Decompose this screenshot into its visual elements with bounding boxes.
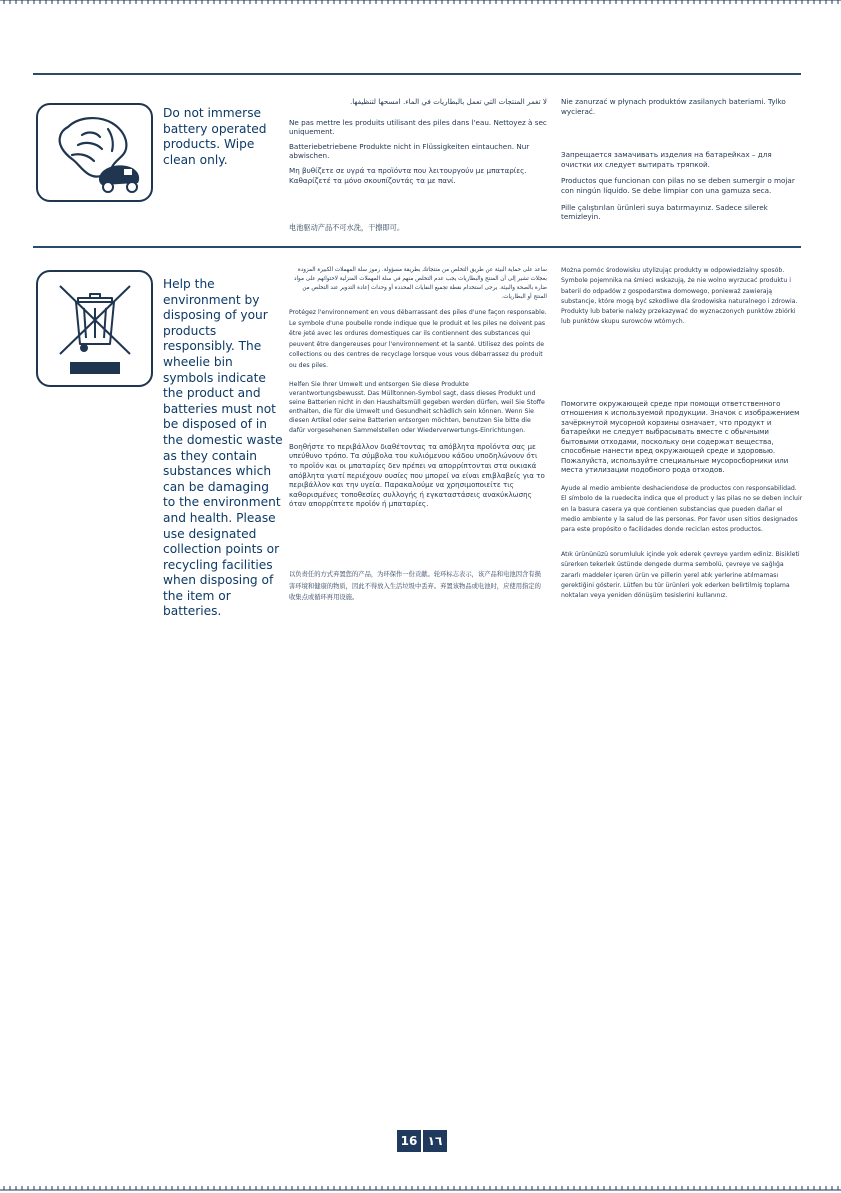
section1-turkish-text: Pille çalıştırılan ürünleri suya batırmayınız. Sadece silerek temizleyin. [561,202,768,222]
section1-heading: Do not immerse battery operated products. Wipe clean only. [163,106,267,167]
section2-column-right [561,266,803,602]
page-number-badge [397,1130,447,1152]
top-crop-marks [0,0,841,12]
section1-polish-text: Nie zanurzać w płynach produktów zasilanych bateriami. Tylko wycierać. [561,97,786,116]
section2-polish-text: Można pomóc środowisku utylizując produkty w odpowiedzialny sposób. Symbole pojemnika na śmieci wskazują, że nie wolno wyrzucać produktu i baterii do odpadów z gospodarstwa domowego, ponieważ zawierają substancje, które mogą być szkodliwe dla środowiska naturalnego i zdrowia. Produkty lub baterie należy przekazywać do wyznaczonych punktów zbiórki lub punktów skupu surowców wtórnych. [561,267,798,326]
section2-french-text: Protégez l'environnement en vous débarrassant des piles d'une façon responsable. Le symbole d'une poubelle ronde indique que le produit et les piles ne doivent pas être jeté avec les ordures domestiques car ils contiennent des substances qui peuvent être dangereuses pour l'environnement et la santé. Utilisez des points de collections ou des centres de recyclage lorsque vous vous débarrassez du produit ou des piles. [289,309,547,369]
section2-greek-text: Βοηθήστε το περιβάλλον διαθέτοντας τα απόβλητα προϊόντα σας με υπεύθυνο τρόπο. Τα σύμβολα του κυλιόμενου κάδου υποδηλώνουν ότι το προϊόν και οι μπαταρίες δεν πρέπει να απορρίπτονται στα οικιακά απόβλητα γιατί περιέχουν ουσίες που μπορεί να είναι επιβλαβείς για το περιβάλλον και την υγεία. Παρακαλούμε να χρησιμοποιείτε τις καθορισμένες τοποθεσίες συλλογής ή εγκαταστάσεις ανακύκλωσης όταν απορρίπτετε προϊόν ή μπαταρίες. [289,441,545,509]
section1-spanish-text: Productos que funcionan con pilas no se deben sumergir o mojar con ningún líquido. Se debe limpiar con una gamuza seca. [561,176,795,195]
section1-column-middle [289,97,547,233]
top-divider [33,73,801,75]
section2-arabic-text: ساعد على حماية البيئة عن طريق التخلص من منتجاتك بطريقة مسؤولة. رموز سلة المهملات الكبيرة المزودة بعجلات تشير إلى أن المنتج والبطاريات يجب عدم التخلص منهم في سلة المهملات المنزلية لاحتوائهم على مواد ضارة بالصحة والبيئة. يرجى استخدام نقطة تجميع النفايات المحددة أو وحدات إعادة التدوير عند التخلص من المنتج أو البطاريات. [294,267,547,300]
wiping-hand-icon [38,105,151,200]
section2-russian-text: Помогите окружающей среде при помощи ответственного отношения к используемой продукции. Значок с изображением зачёркнутой мусорной корзины означает, что продукт и батарейки не следует выбрасывать вместе с обычными бытовыми отходами, поскольку они содержат вещества, способные нанести вред окружающей среде и здоровью. Пожалуйста, используйте специальные мусоросборники или места утилизации подобного рода отходов. [561,399,800,475]
bottom-crop-marks [0,1181,841,1193]
crossed-wheelie-bin-icon [38,272,151,385]
section2-german-text: Helfen Sie Ihrer Umwelt und entsorgen Sie diese Produkte verantwortungsbewusst. Das Mülltonnen-Symbol sagt, dass dieses Produkt und seine Batterien nicht in den Haushaltsmüll gegeben werden dürfen, weil Sie Stoffe enthalten, die für die Umwelt und Gesundheit schädlich sein können. Wenn Sie diesen Artikel oder seine Batterien entsorgen möchten, benutzen Sie bitte die dafür vorgesehenen Sammelstellen oder Wiederverwertungs-Einrichtungen. [289,380,545,434]
page-number-arabic: ١٦ [423,1130,447,1152]
section1-greek-text: Μη βυθίζετε σε υγρά τα προϊόντα που λειτουργούν με μπαταρίες. Καθαρίζετέ τα μόνο σκουπίζοντάς τα με πανί. [289,165,527,185]
section2-turkish-text: Atık ürününüzü sorumluluk içinde yok ederek çevreye yardım ediniz. Bisikleti sürerken tekerlek üstünde dengede durma sembolü, çevreye ve sağlığa zararlı maddeler içeren ürün ve pillerin yerel atık yerlerine atılmaması gerektiğini gösterir. Lütfen bu tür ürünleri yok ederken belirtilmiş toplama noktaları veya yeniden dönüşüm tesislerini kullanınız. [561,550,800,600]
section1-german-text: Batteriebetriebene Produkte nicht in Flüssigkeiten eintauchen. Nur abwischen. [289,141,530,161]
wheelie-bin-icon-box [36,270,153,387]
page-number: 16 [397,1130,421,1152]
section2-heading: Help the environment by disposing of your products responsibly. The wheelie bin symbols indicate the product and batteries must not be disposed of in the domestic waste as they contain substances which can be damaging to the environment and health. Please use designated collection points or recycling facilities when disposing of the item or batteries. [163,277,283,619]
section2-chinese-text: 以负责任的方式弃置您的产品，为环保作一份贡献。轮环标志表示，该产品和电池因含有损害环境和健康的物质，因此不得放入生活垃圾中丢弃。弃置该物品或电池时，应使用指定的收集点或循环再用设施。 [289,570,541,602]
wipe-clean-icon-box [36,103,153,202]
middle-divider [33,246,801,248]
section2-spanish-text: Ayude al medio ambiente deshaciendose de productos con responsabilidad. El símbolo de la ruedecita indica que el product y las pilas no se deben incluir en la basura casera ya que contienen substancias que pueden dañar el medio ambiente y la salud de las personas. Por favor usen sitios designados para este propósito o facilidades donde reciclan estos productos. [561,484,803,534]
section2-column-middle [289,266,547,604]
section1-french-text: Ne pas mettre les produits utilisant des piles dans l'eau. Nettoyez à sec uniquement. [289,117,547,137]
section1-arabic-text: لا تغمر المنتجات التي تعمل بالبطاريات في الماء. امسحها لتنظيفها. [349,97,547,106]
section1-column-right [561,97,801,222]
section1-chinese-text: 电池驱动产品不可水洗，干擦即可。 [289,223,405,233]
section1-russian-text: Запрещается замачивать изделия на батарейках – для очистки их следует вытирать тряпкой. [561,150,772,169]
